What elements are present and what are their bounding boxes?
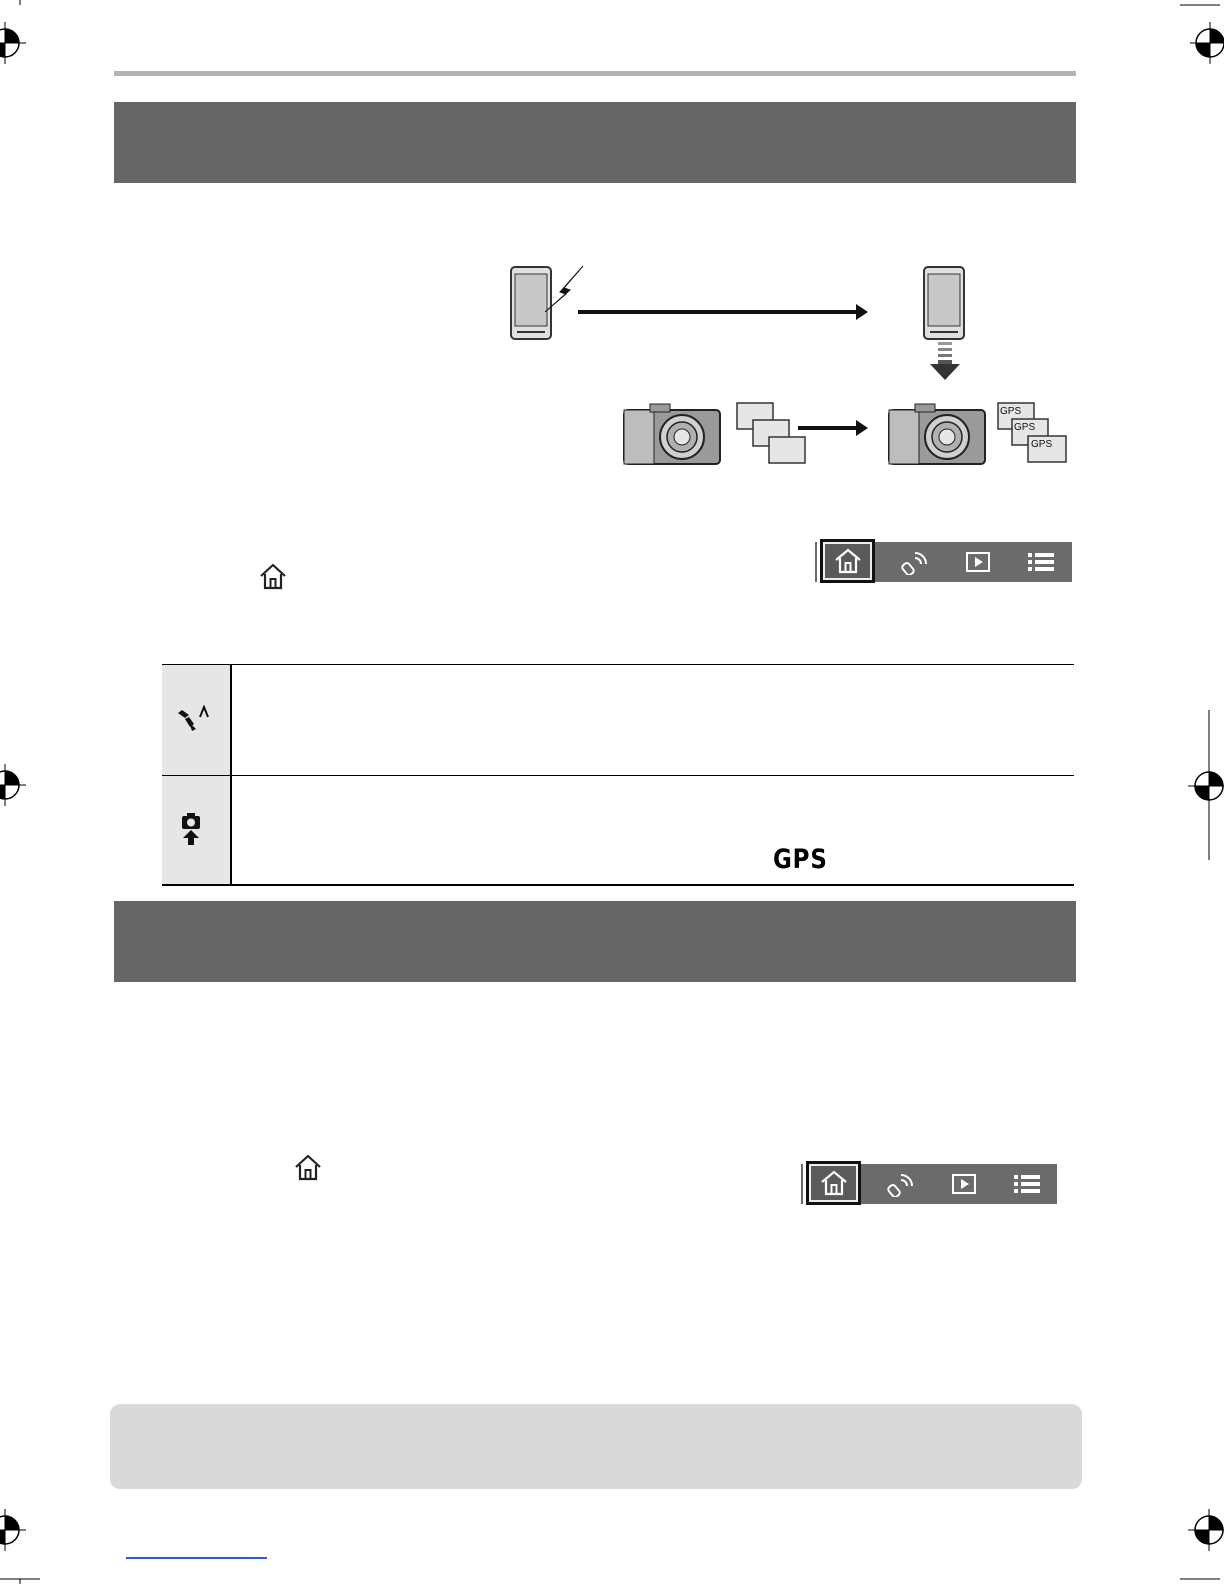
gps-transfer-diagram bbox=[500, 262, 1070, 468]
menu-tab-strip-1 bbox=[820, 542, 1072, 582]
table-row bbox=[162, 665, 1074, 775]
strip-separator bbox=[801, 1164, 803, 1204]
gps-badge-1: GPS bbox=[1000, 406, 1022, 417]
playback-icon bbox=[965, 551, 991, 573]
table-row bbox=[162, 776, 1074, 884]
table-icon-cell bbox=[162, 665, 230, 775]
settings-table bbox=[162, 664, 1074, 886]
registration-mark-bottom-right bbox=[1180, 1500, 1224, 1584]
note-box bbox=[110, 1404, 1082, 1489]
images-with-gps-icon bbox=[998, 403, 1066, 462]
registration-mark-mid-right bbox=[1180, 710, 1224, 860]
playback-icon bbox=[951, 1173, 977, 1195]
registration-mark-bottom-left bbox=[0, 1500, 40, 1584]
table-column-divider bbox=[230, 664, 232, 886]
home-icon bbox=[820, 1170, 848, 1196]
images-without-gps-icon bbox=[737, 403, 805, 463]
list-icon bbox=[1027, 551, 1055, 573]
camera-right-icon bbox=[889, 404, 985, 464]
wireless-icon bbox=[887, 1171, 915, 1197]
tab-wireless[interactable] bbox=[883, 542, 946, 582]
tab-list[interactable] bbox=[1009, 542, 1072, 582]
header-rule bbox=[114, 71, 1076, 76]
gps-badge-3: GPS bbox=[1031, 439, 1053, 450]
section-heading-band-1 bbox=[114, 102, 1076, 183]
gps-badge-2: GPS bbox=[1014, 422, 1036, 433]
strip-separator bbox=[815, 542, 817, 582]
section-heading-band-2 bbox=[114, 901, 1076, 982]
registration-mark-mid-left bbox=[0, 755, 40, 815]
gps-indicator-label: GPS bbox=[773, 844, 828, 875]
footer-link[interactable] bbox=[126, 1557, 267, 1559]
home-icon bbox=[834, 548, 862, 574]
tab-playback[interactable] bbox=[932, 1164, 995, 1204]
satellite-gps-icon bbox=[176, 705, 210, 733]
table-icon-cell bbox=[162, 776, 230, 884]
table-bottom-border bbox=[162, 884, 1074, 886]
tab-home[interactable] bbox=[806, 1161, 861, 1205]
home-icon bbox=[293, 1154, 323, 1182]
tab-wireless[interactable] bbox=[869, 1164, 932, 1204]
tab-home[interactable] bbox=[820, 539, 875, 583]
menu-tab-strip-2 bbox=[806, 1164, 1057, 1204]
registration-mark-top-right bbox=[1180, 0, 1224, 80]
smartphone-receiver-icon bbox=[924, 267, 964, 339]
camera-upload-icon bbox=[180, 812, 202, 846]
tab-playback[interactable] bbox=[946, 542, 1009, 582]
wireless-icon bbox=[901, 549, 929, 575]
home-icon bbox=[258, 563, 288, 591]
smartphone-sender-icon bbox=[511, 267, 551, 339]
registration-mark-top-left bbox=[0, 0, 40, 80]
download-arrow-icon bbox=[930, 342, 960, 380]
camera-left-icon bbox=[624, 404, 720, 464]
tab-list[interactable] bbox=[995, 1164, 1058, 1204]
list-icon bbox=[1013, 1173, 1041, 1195]
